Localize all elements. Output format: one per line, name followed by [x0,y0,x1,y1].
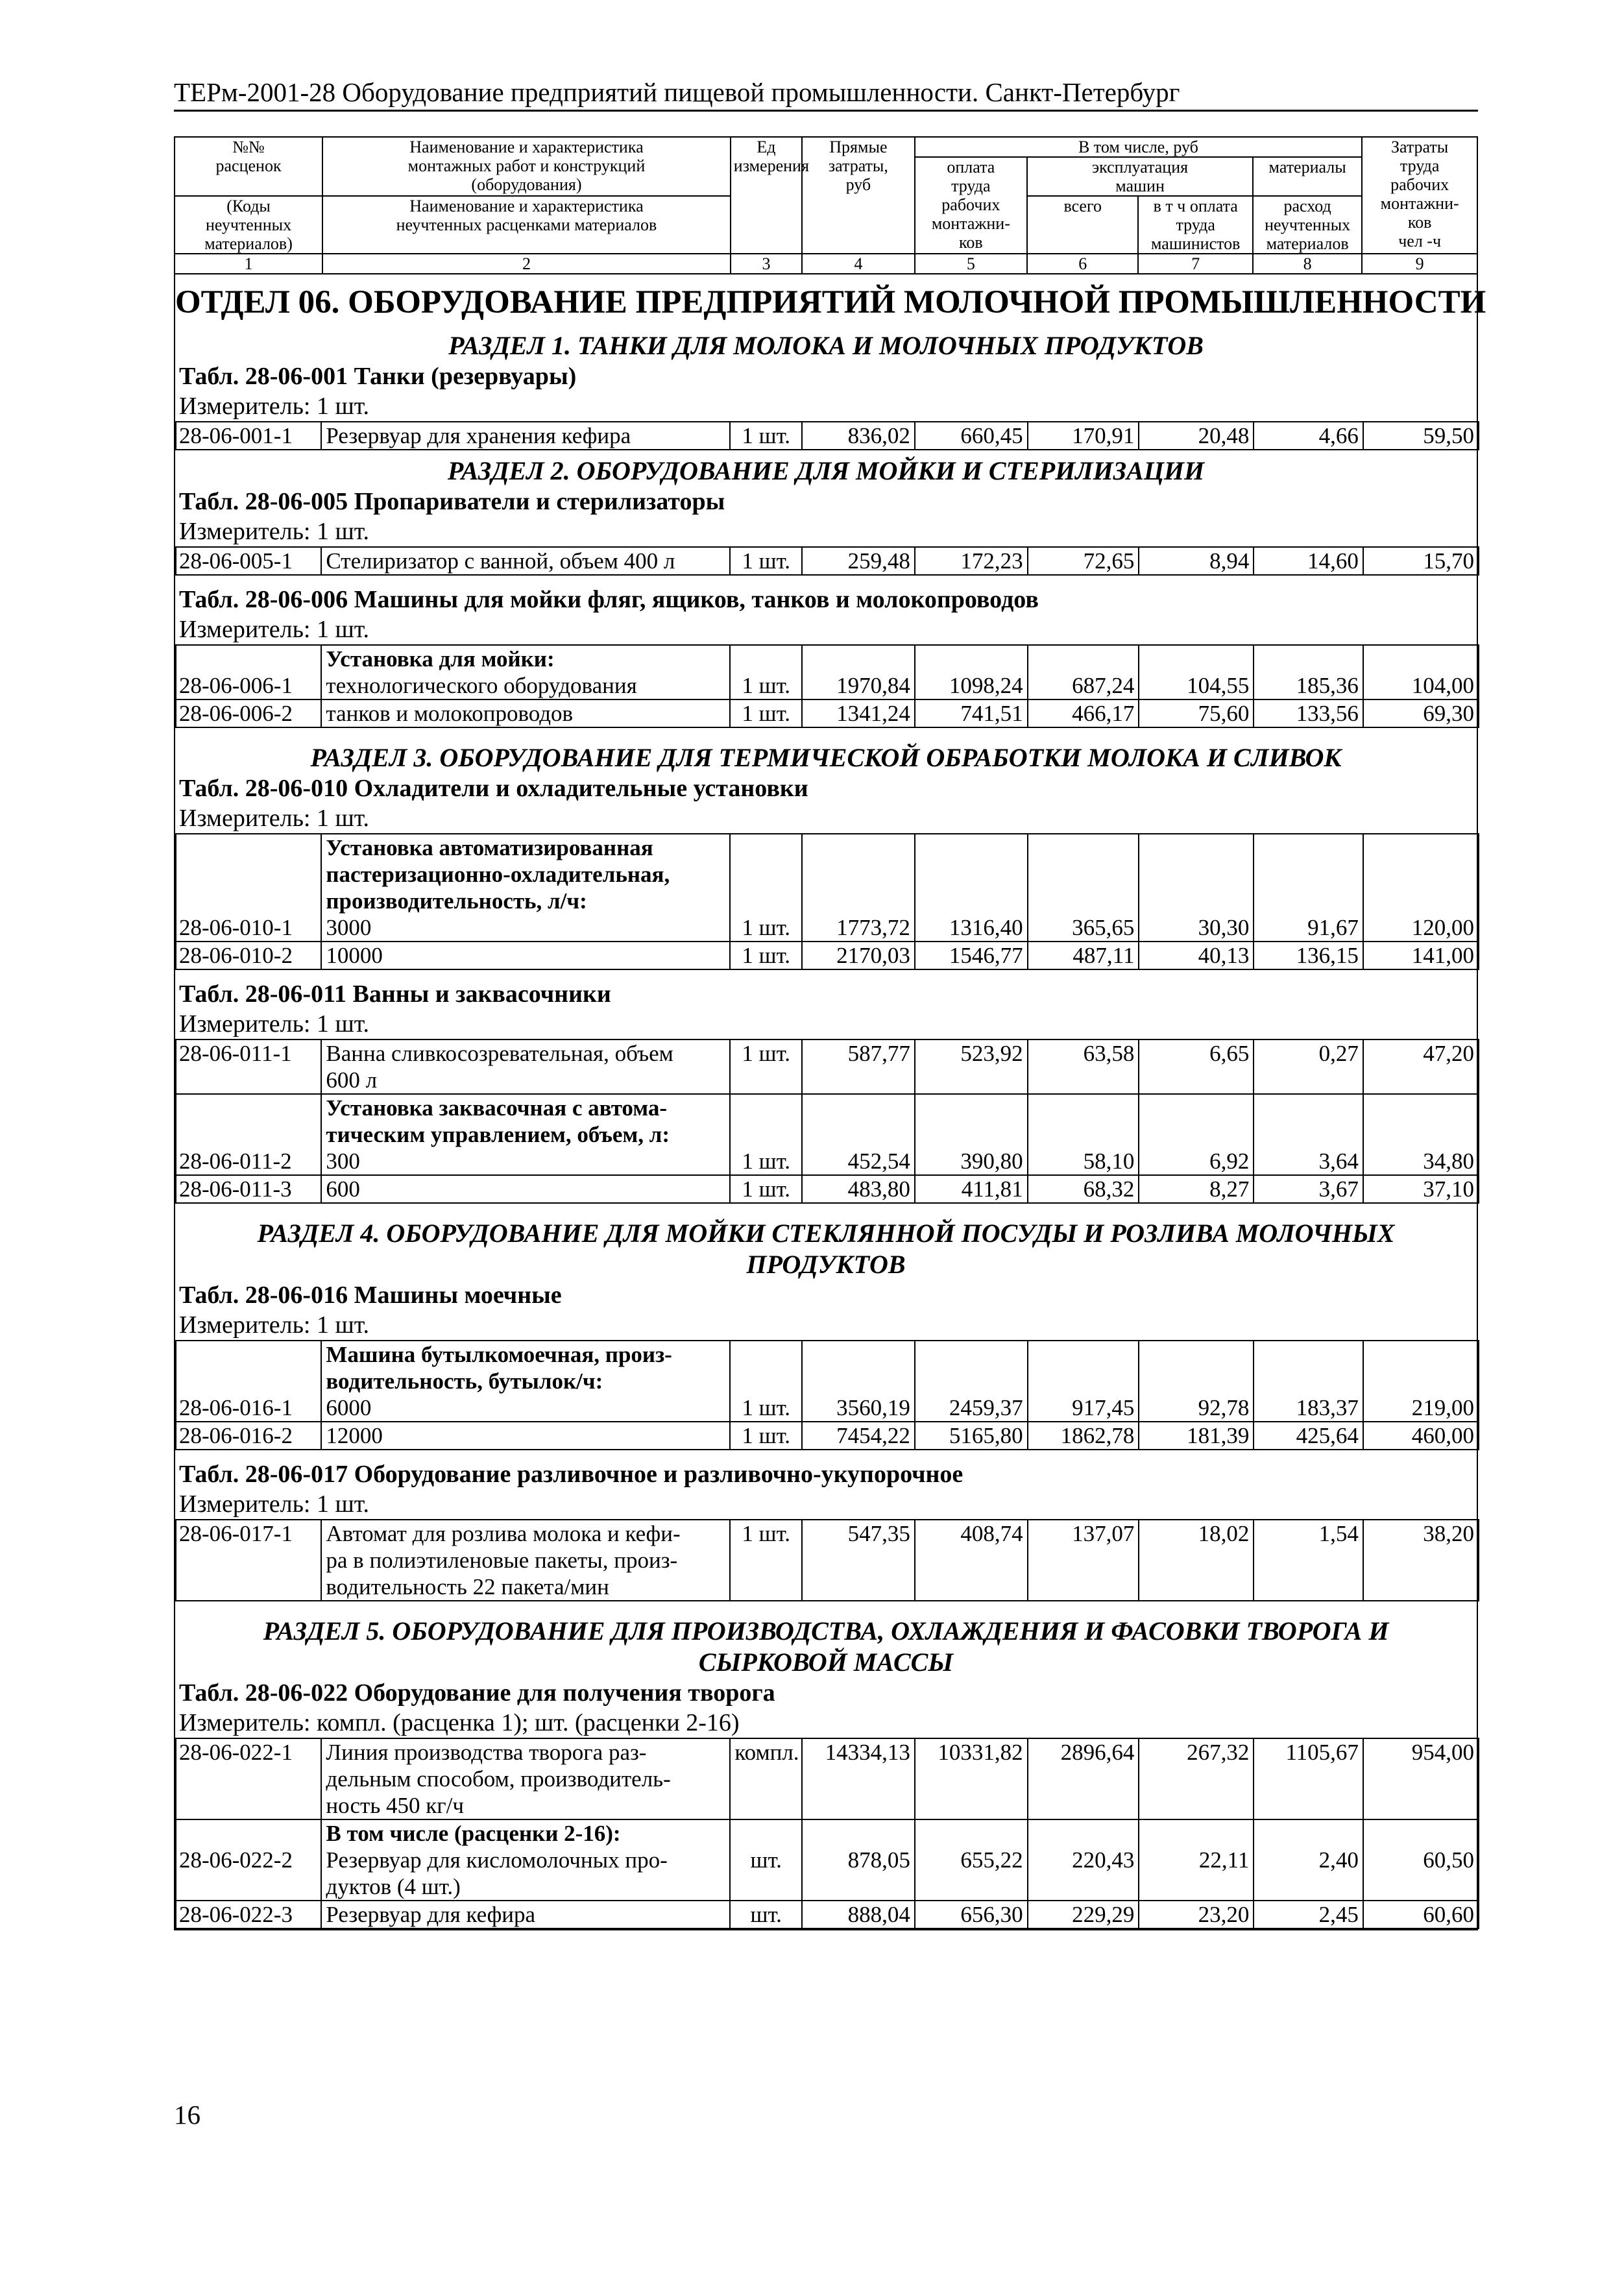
division-title: ОТДЕЛ 06. ОБОРУДОВАНИЕ ПРЕДПРИЯТИЙ МОЛОЧНОЙ ПРОМЫШЛЕННОСТИ [175,284,1486,321]
meter-28-06-011: Измеритель: 1 шт. [179,1010,369,1038]
page-number: 16 [174,2100,200,2130]
col2-subheader: Наименование и характеристика неучтенных расценками материалов [322,196,731,254]
table-28-06-001-title: Табл. 28-06-001 Танки (резервуары) [179,363,577,390]
table-row: 28-06-010-1 Установка автоматизированная пастеризационно-охладительная, производительность, л/ч: 3000 1 шт. 1773,72 1316,40 365,65 30,30 91,67 120,00 [176,834,1479,942]
table-row: 28-06-006-1 Установка для мойки: технологического оборудования 1 шт. 1970,84 1098,24 687,24 104,55 185,36 104,00 [176,645,1479,699]
col7-header: в т ч оплата труда машинистов [1138,196,1253,254]
table-row: 28-06-005-1 Стелиризатор с ванной, объем 400 л 1 шт. 259,48 172,23 72,65 8,94 14,60 15,70 [176,547,1479,575]
meter-28-06-017: Измеритель: 1 шт. [179,1490,369,1518]
table-28-06-011-title: Табл. 28-06-011 Ванны и заквасочники [179,980,611,1008]
col9-header: Затраты труда рабочих монтажни- ков чел -ч [1362,137,1477,254]
table-row: 28-06-022-2 В том числе (расценки 2-16): Резервуар для кисломолочных про- дуктов (4 шт.) шт. 878,05 655,22 220,43 22,11 2,40 60,50 [176,1819,1479,1901]
table-28-06-011 [175,1039,1479,1204]
table-row: 28-06-010-2 10000 1 шт. 2170,03 1546,77 487,11 40,13 136,15 141,00 [176,942,1479,969]
table-28-06-006-title: Табл. 28-06-006 Машины для мойки фляг, ящиков, танков и молокопроводов [179,586,1039,613]
table-28-06-017 [175,1519,1479,1601]
table-28-06-016 [175,1340,1479,1450]
section-4-title: РАЗДЕЛ 4. ОБОРУДОВАНИЕ ДЛЯ МОЙКИ СТЕКЛЯННОЙ ПОСУДЫ И РОЗЛИВА МОЛОЧНЫХ ПРОДУКТОВ [257,1219,1395,1279]
table-28-06-016-title: Табл. 28-06-016 Машины моечные [179,1282,562,1309]
col1-subheader: (Коды неучтенных материалов) [175,196,322,254]
column-number-row: 1 2 3 4 5 6 7 8 9 [175,254,1477,274]
document-body [174,136,1486,1930]
table-row: 28-06-001-1 Резервуар для хранения кефира 1 шт. 836,02 660,45 170,91 20,48 4,66 59,50 [176,422,1479,450]
col1-header: №№ расценок [175,137,322,196]
table-28-06-006 [175,644,1479,728]
column-header-table [174,136,1478,274]
incl-header: В том числе, руб [915,137,1363,157]
table-row: 28-06-011-1 Ванна сливкосозревательная, объем 600 л 1 шт. 587,77 523,92 63,58 6,65 0,27 47,20 [176,1040,1479,1094]
meter-28-06-001: Измеритель: 1 шт. [179,393,369,420]
meter-28-06-022: Измеритель: компл. (расценка 1); шт. (расценки 2-16) [179,1709,740,1736]
table-28-06-017-title: Табл. 28-06-017 Оборудование разливочное и разливочно-укупорочное [179,1461,963,1488]
table-28-06-005 [175,546,1479,576]
table-row: 28-06-022-3 Резервуар для кефира шт. 888,04 656,30 229,29 23,20 2,45 60,60 [176,1901,1479,1928]
col2-header: Наименование и характеристика монтажных работ и конструкций (оборудования) [322,137,731,196]
meter-28-06-005: Измеритель: 1 шт. [179,518,369,545]
col8-header: расход неучтенных материалов [1253,196,1362,254]
section-5-title: РАЗДЕЛ 5. ОБОРУДОВАНИЕ ДЛЯ ПРОИЗВОДСТВА, ОХЛАЖДЕНИЯ И ФАСОВКИ ТВОРОГА И СЫРКОВОЙ МАССЫ [263,1616,1389,1677]
table-28-06-010 [175,833,1479,970]
table-row: 28-06-022-1 Линия производства творога раз- дельным способом, производитель- ность 450 кг/ч компл. 14334,13 10331,82 2896,64 267,32 1105,67 954,00 [176,1738,1479,1819]
table-28-06-005-title: Табл. 28-06-005 Пропариватели и стерилизаторы [179,488,725,515]
table-28-06-001 [175,421,1479,450]
header-rule [174,110,1478,112]
table-row: 28-06-011-3 600 1 шт. 483,80 411,81 68,32 8,27 3,67 37,10 [176,1175,1479,1203]
table-row: 28-06-016-2 12000 1 шт. 7454,22 5165,80 1862,78 181,39 425,64 460,00 [176,1422,1479,1450]
meter-28-06-010: Измеритель: 1 шт. [179,805,369,832]
table-row: 28-06-017-1 Автомат для розлива молока и кефи- ра в полиэтиленовые пакеты, произ- водительность 22 пакета/мин 1 шт. 547,35 408,74 137,07 18,02 1,54 38,20 [176,1520,1479,1601]
mat-header: материалы [1253,157,1362,196]
col3-header: Ед измерения [731,137,802,254]
table-row: 28-06-006-2 танков и молокопроводов 1 шт. 1341,24 741,51 466,17 75,60 133,56 69,30 [176,699,1479,727]
running-header: ТЕРм-2001-28 Оборудование предприятий пищевой промышленности. Санкт-Петербург [174,77,1180,107]
table-28-06-022 [175,1738,1479,1929]
table-row: 28-06-016-1 Машина бутылкомоечная, произ- водительность, бутылок/ч: 6000 1 шт. 3560,19 2459,37 917,45 92,78 183,37 219,00 [176,1341,1479,1422]
content-frame [174,274,1486,1930]
meter-28-06-006: Измеритель: 1 шт. [179,616,369,643]
section-2-title: РАЗДЕЛ 2. ОБОРУДОВАНИЕ ДЛЯ МОЙКИ И СТЕРИЛИЗАЦИИ [447,456,1205,485]
expl-header: эксплуатация машин [1027,157,1253,196]
section-3-title: РАЗДЕЛ 3. ОБОРУДОВАНИЕ ДЛЯ ТЕРМИЧЕСКОЙ ОБРАБОТКИ МОЛОКА И СЛИВОК [310,743,1342,772]
meter-28-06-016: Измеритель: 1 шт. [179,1311,369,1339]
col4-header: Прямые затраты, руб [802,137,914,254]
table-row: 28-06-011-2 Установка заквасочная с автома- тическим управлением, объем, л: 300 1 шт. 452,54 390,80 58,10 6,92 3,64 34,80 [176,1094,1479,1175]
table-28-06-010-title: Табл. 28-06-010 Охладители и охладительные установки [179,775,808,802]
col6-header: всего [1027,196,1138,254]
col5-header: оплата труда рабочих монтажни- ков [915,157,1027,254]
section-1-title: РАЗДЕЛ 1. ТАНКИ ДЛЯ МОЛОКА И МОЛОЧНЫХ ПРОДУКТОВ [448,331,1204,360]
table-28-06-022-title: Табл. 28-06-022 Оборудование для получения творога [179,1679,775,1707]
